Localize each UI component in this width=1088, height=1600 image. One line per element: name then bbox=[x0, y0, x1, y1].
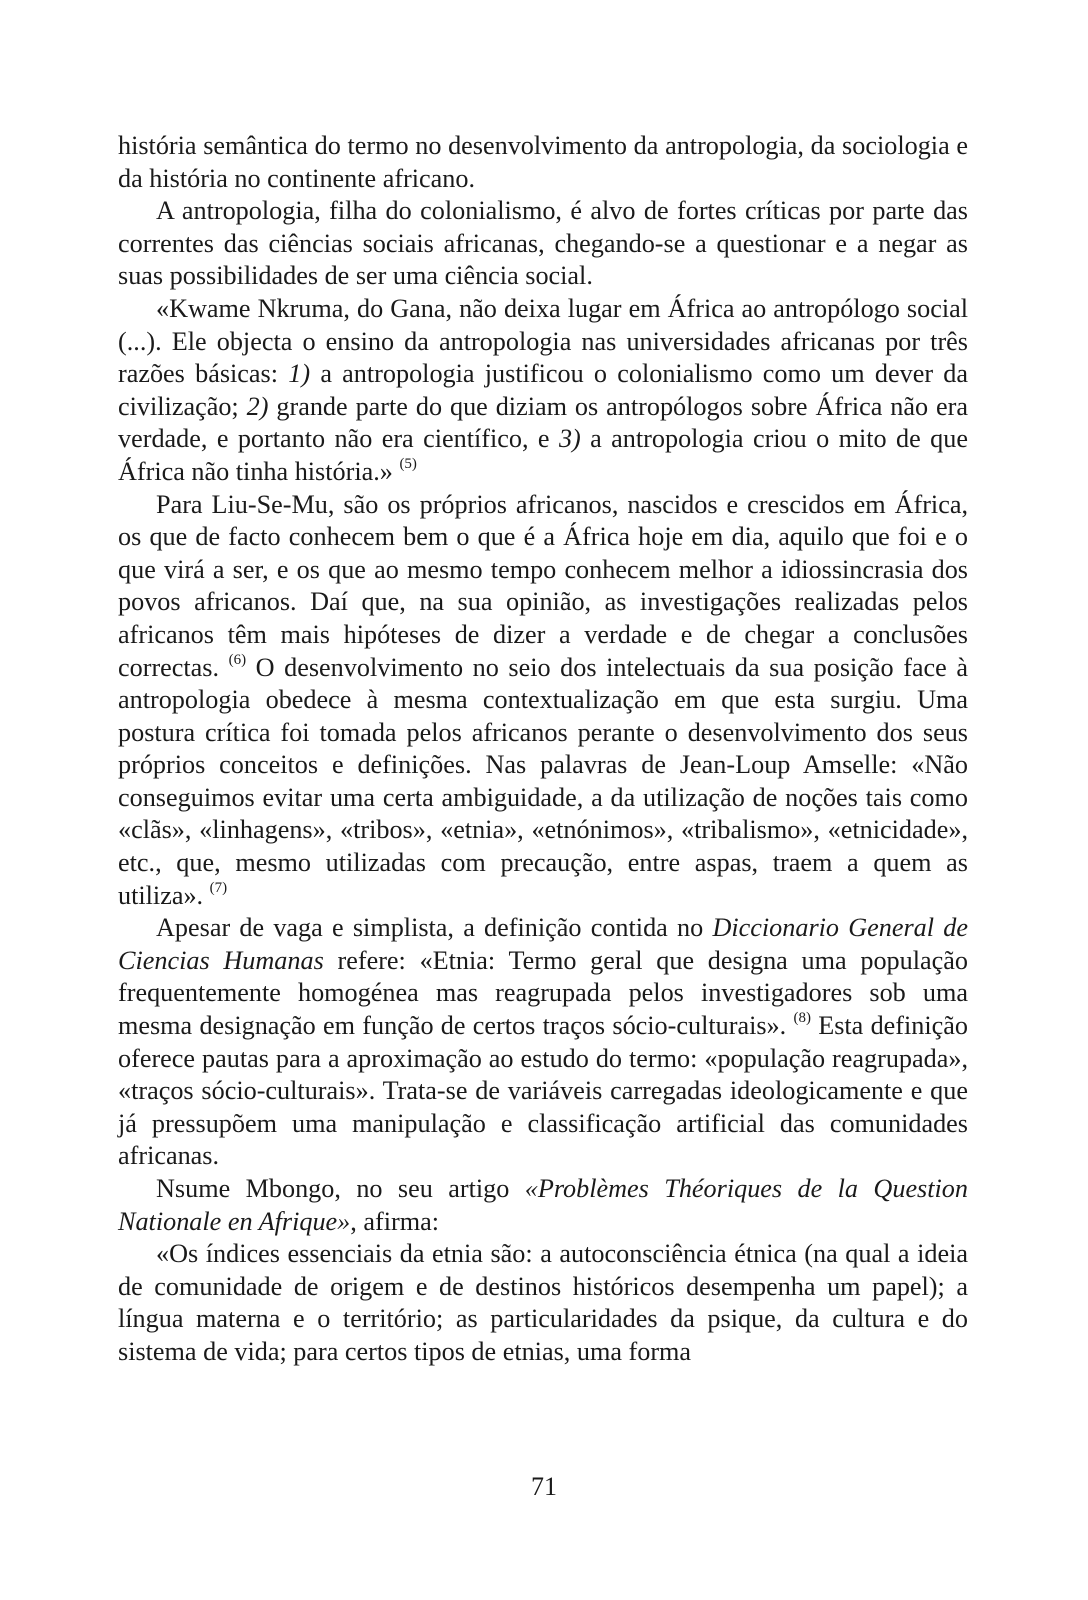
paragraph-mbongo bbox=[118, 1173, 968, 1238]
paragraph-text: O desenvolvimento no seio dos intelectuais da sua posição face à antropologia obedece à mesma contextualização em que esta surgiu. Uma postura crítica foi tomada pelos africanos perante o desenvolvimento dos seus próprios conceitos e definições. Nas palavras de Jean-Loup Amselle: «Não conseguimos evitar uma certa ambiguidade, a da utilização de noções tais como «clãs», «linhagens», «tribos», «etnia», «etnónimos», «tribalismo», «etnicidade», etc., que, mesmo utilizadas com precaução, entre aspas, traem a quem as utiliza». bbox=[118, 652, 968, 910]
quote-text: grande parte do que diziam os antropólogos sobre África não era verdade, e portanto não era científico, e bbox=[118, 391, 968, 454]
paragraph-anthropology-critique bbox=[118, 195, 968, 293]
paragraph-text: Apesar de vaga e simplista, a definição contida no bbox=[156, 913, 713, 943]
paragraph-liu-se-mu bbox=[118, 489, 968, 913]
enumeration-marker: 1) bbox=[288, 359, 311, 389]
quote-text: «Os índices essenciais da etnia são: a autoconsciência étnica (na qual a ideia de comunidade de origem e de destinos históricos desempenha um papel); a língua materna e o território; as particularidades da psique, da cultura e do sistema de vida; para certos tipos de etnias, uma forma bbox=[118, 1239, 968, 1366]
page-body bbox=[118, 130, 968, 1369]
paragraph-mbongo-quote bbox=[118, 1238, 968, 1368]
footnote-reference: (8) bbox=[793, 1010, 811, 1027]
paragraph-text: Para Liu-Se-Mu, são os próprios africanos, nascidos e crescidos em África, os que de facto conhecem bem o que é a África hoje em dia, aquilo que foi e o que virá a ser, e os que ao mesmo tempo conhecem melhor a idiossincrasia dos povos africanos. Daí que, na sua opinião, as investigações realizadas pelos africanos têm mais hipóteses de dizer a verdade e de chegar a conclusões correctas. bbox=[118, 489, 968, 682]
quote-text: a antropologia justificou o colonialismo como um dever da civilização; bbox=[118, 359, 968, 421]
enumeration-marker: 3) bbox=[558, 424, 581, 454]
paragraph-text: A antropologia, filha do colonialismo, é alvo de fortes críticas por parte das correntes das ciências sociais africanas, chegando-se a questionar e a negar as suas possibilidades de ser uma ciência social. bbox=[118, 196, 968, 291]
paragraph-text: Nsume Mbongo, no seu artigo bbox=[156, 1174, 525, 1203]
footnote-reference: (6) bbox=[228, 651, 247, 668]
paragraph-text: Esta definição oferece pautas para a aproximação ao estudo do termo: «população reagrupada», «traços sócio-culturais». Trata-se de variáveis carregadas ideologicamente e que já pressupõem uma manipulação e classificação artificial das comunidades africanas. bbox=[118, 1011, 968, 1171]
book-title: Diccionario General de Ciencias Humanas bbox=[118, 913, 968, 975]
page-number: 71 bbox=[531, 1472, 557, 1501]
paragraph-dictionary-definition bbox=[118, 912, 968, 1173]
paragraph-text: refere: «Etnia: Termo geral que designa uma população frequentemente homogénea mas reagrupada pelos investigadores sob uma mesma designação em função de certos traços sócio-culturais». bbox=[118, 945, 968, 1041]
article-title: «Problèmes Théoriques de la Question Nationale en Afrique» bbox=[118, 1174, 968, 1236]
footnote-reference: (5) bbox=[399, 456, 417, 473]
body-text bbox=[118, 130, 968, 1369]
paragraph-nkruma-quote bbox=[118, 293, 968, 489]
enumeration-marker: 2) bbox=[246, 391, 269, 421]
quote-text: a antropologia criou o mito de que África não tinha história.» bbox=[118, 424, 968, 486]
quote-text: «Kwame Nkruma, do Gana, não deixa lugar em África ao antropólogo social (...). Ele objecta o ensino da antropologia nas universidades africanas por três razões básicas: bbox=[118, 293, 968, 389]
footnote-reference: (7) bbox=[209, 879, 228, 896]
paragraph-continuation bbox=[118, 130, 968, 195]
paragraph-text: história semântica do termo no desenvolvimento da antropologia, da sociologia e da história no continente africano. bbox=[118, 131, 968, 193]
paragraph-text: , afirma: bbox=[350, 1206, 439, 1236]
